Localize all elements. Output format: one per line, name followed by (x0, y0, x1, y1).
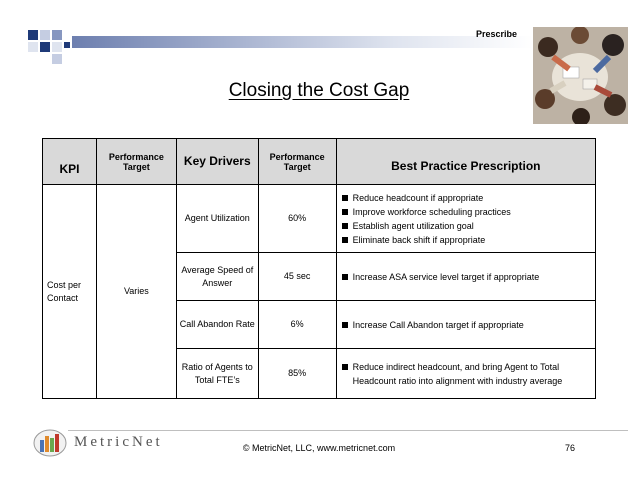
header-bar (72, 36, 533, 48)
prescription-item: Eliminate back shift if appropriate (339, 233, 593, 247)
prescription-item: Increase Call Abandon target if appropriate (339, 318, 593, 332)
prescription-cell (336, 253, 595, 301)
prescription-item: Reduce indirect headcount, and bring Agent to Total Headcount ratio into alignment with industry average (339, 360, 593, 388)
footer-divider (68, 430, 628, 431)
prescription-cell (336, 349, 595, 399)
header-driver-target: Performance Target (258, 139, 336, 185)
decor-square (40, 42, 50, 52)
kpi-target: Varies (96, 185, 176, 399)
header-kpi: KPI (43, 139, 97, 185)
kpi-name: Cost per Contact (43, 185, 97, 399)
page-title: Closing the Cost Gap (228, 80, 410, 101)
prescription-item: Establish agent utilization goal (339, 219, 593, 233)
driver-target: 6% (258, 301, 336, 349)
section-tag: Prescribe (476, 29, 518, 39)
driver-name: Ratio of Agents to Total FTE’s (176, 349, 258, 399)
prescription-cell (336, 301, 595, 349)
decor-square (28, 30, 38, 40)
decor-square (28, 42, 38, 52)
prescription-item: Increase ASA service level target if appropriate (339, 270, 593, 284)
decor-square (40, 30, 50, 40)
driver-target: 60% (258, 185, 336, 253)
prescription-item: Improve workforce scheduling practices (339, 205, 593, 219)
brand-name: MetricNet (74, 434, 163, 450)
driver-name: Call Abandon Rate (176, 301, 258, 349)
page-number: 76 (565, 443, 576, 453)
header-best-practice: Best Practice Prescription (336, 139, 595, 185)
driver-name: Average Speed of Answer (176, 253, 258, 301)
header-key-drivers: Key Drivers (176, 139, 258, 185)
copyright: © MetricNet, LLC, www.metricnet.com (242, 443, 396, 453)
driver-target: 45 sec (258, 253, 336, 301)
table-row (43, 185, 596, 253)
prescription-item: Reduce headcount if appropriate (339, 191, 593, 205)
decor-square (64, 42, 70, 48)
decor-square (52, 42, 62, 52)
decor-square (52, 30, 62, 40)
team-meeting-photo-icon (533, 27, 628, 124)
decor-square (52, 54, 62, 64)
prescription-cell (336, 185, 595, 253)
header-performance-target: Performance Target (96, 139, 176, 185)
driver-target: 85% (258, 349, 336, 399)
driver-name: Agent Utilization (176, 185, 258, 253)
cost-gap-table (42, 138, 596, 399)
